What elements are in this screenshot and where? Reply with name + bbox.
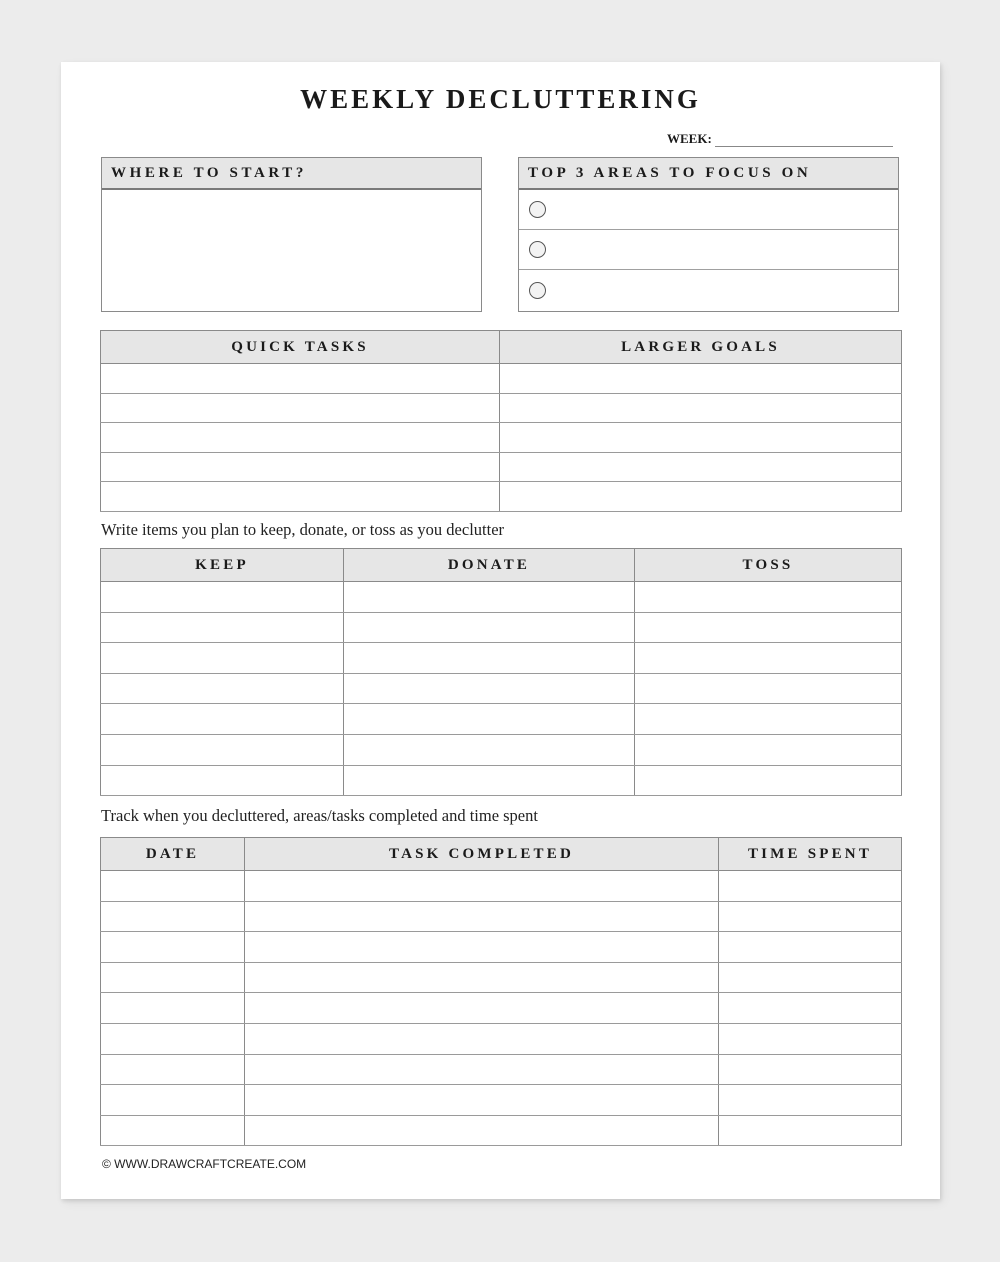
table-row xyxy=(101,364,902,394)
date-cell[interactable] xyxy=(101,962,245,993)
date-cell[interactable] xyxy=(101,1054,245,1085)
column-header-date: DATE xyxy=(101,838,245,871)
where-to-start-input[interactable] xyxy=(102,190,481,310)
table-row xyxy=(101,932,902,963)
copyright-footer: © WWW.DRAWCRAFTCREATE.COM xyxy=(102,1157,307,1171)
task-completed-cell[interactable] xyxy=(245,932,719,963)
table-row xyxy=(101,482,902,512)
table-row xyxy=(101,452,902,482)
circle-checkbox-icon[interactable] xyxy=(529,201,546,218)
date-cell[interactable] xyxy=(101,1023,245,1054)
keep-donate-toss-instruction: Write items you plan to keep, donate, or toss as you declutter xyxy=(101,520,505,539)
column-header-keep: KEEP xyxy=(101,549,344,582)
table-row xyxy=(101,734,902,765)
focus-area-input[interactable] xyxy=(554,270,898,310)
larger-goals-cell[interactable] xyxy=(500,393,902,423)
table-row xyxy=(101,704,902,735)
donate-cell[interactable] xyxy=(344,643,635,674)
keep-donate-toss-table xyxy=(100,548,902,796)
table-row xyxy=(101,393,902,423)
table-row xyxy=(101,993,902,1024)
column-header-toss: TOSS xyxy=(635,549,902,582)
quick-tasks-cell[interactable] xyxy=(101,452,500,482)
focus-area-row xyxy=(519,270,898,310)
quick-tasks-cell[interactable] xyxy=(101,482,500,512)
date-cell[interactable] xyxy=(101,901,245,932)
table-row xyxy=(101,1023,902,1054)
column-header-quick-tasks: QUICK TASKS xyxy=(101,331,500,364)
table-row xyxy=(101,962,902,993)
toss-cell[interactable] xyxy=(635,612,902,643)
quick-tasks-cell[interactable] xyxy=(101,364,500,394)
table-row xyxy=(101,582,902,613)
table-row xyxy=(101,643,902,674)
toss-cell[interactable] xyxy=(635,673,902,704)
time-spent-cell[interactable] xyxy=(719,932,902,963)
top-areas-box xyxy=(518,157,899,312)
week-field xyxy=(667,131,893,147)
planner-page xyxy=(61,62,940,1199)
task-completed-cell[interactable] xyxy=(245,871,719,902)
toss-cell[interactable] xyxy=(635,582,902,613)
table-row xyxy=(101,612,902,643)
tracker-table xyxy=(100,837,902,1146)
task-completed-cell[interactable] xyxy=(245,901,719,932)
task-completed-cell[interactable] xyxy=(245,1115,719,1146)
time-spent-cell[interactable] xyxy=(719,1054,902,1085)
focus-area-row xyxy=(519,190,898,230)
quick-tasks-cell[interactable] xyxy=(101,423,500,453)
date-cell[interactable] xyxy=(101,1115,245,1146)
date-cell[interactable] xyxy=(101,871,245,902)
donate-cell[interactable] xyxy=(344,582,635,613)
time-spent-cell[interactable] xyxy=(719,1085,902,1116)
where-to-start-heading: WHERE TO START? xyxy=(102,158,481,190)
donate-cell[interactable] xyxy=(344,673,635,704)
table-row xyxy=(101,1085,902,1116)
donate-cell[interactable] xyxy=(344,704,635,735)
task-completed-cell[interactable] xyxy=(245,1023,719,1054)
larger-goals-cell[interactable] xyxy=(500,452,902,482)
toss-cell[interactable] xyxy=(635,643,902,674)
keep-cell[interactable] xyxy=(101,673,344,704)
larger-goals-cell[interactable] xyxy=(500,364,902,394)
time-spent-cell[interactable] xyxy=(719,962,902,993)
donate-cell[interactable] xyxy=(344,765,635,796)
quick-tasks-cell[interactable] xyxy=(101,393,500,423)
where-to-start-box xyxy=(101,157,482,312)
circle-checkbox-icon[interactable] xyxy=(529,282,546,299)
table-row xyxy=(101,765,902,796)
circle-checkbox-icon[interactable] xyxy=(529,241,546,258)
keep-cell[interactable] xyxy=(101,765,344,796)
column-header-time-spent: TIME SPENT xyxy=(719,838,902,871)
column-header-larger-goals: LARGER GOALS xyxy=(500,331,902,364)
task-completed-cell[interactable] xyxy=(245,1054,719,1085)
task-completed-cell[interactable] xyxy=(245,1085,719,1116)
tracker-instruction: Track when you decluttered, areas/tasks completed and time spent xyxy=(101,806,538,825)
keep-cell[interactable] xyxy=(101,643,344,674)
column-header-donate: DONATE xyxy=(344,549,635,582)
larger-goals-cell[interactable] xyxy=(500,423,902,453)
donate-cell[interactable] xyxy=(344,612,635,643)
column-header-task-completed: TASK COMPLETED xyxy=(245,838,719,871)
larger-goals-cell[interactable] xyxy=(500,482,902,512)
time-spent-cell[interactable] xyxy=(719,1115,902,1146)
table-row xyxy=(101,871,902,902)
toss-cell[interactable] xyxy=(635,734,902,765)
focus-area-input[interactable] xyxy=(554,190,898,229)
task-completed-cell[interactable] xyxy=(245,962,719,993)
date-cell[interactable] xyxy=(101,993,245,1024)
donate-cell[interactable] xyxy=(344,734,635,765)
time-spent-cell[interactable] xyxy=(719,871,902,902)
focus-area-input[interactable] xyxy=(554,230,898,269)
time-spent-cell[interactable] xyxy=(719,1023,902,1054)
table-row xyxy=(101,1054,902,1085)
table-row xyxy=(101,423,902,453)
time-spent-cell[interactable] xyxy=(719,993,902,1024)
table-row xyxy=(101,1115,902,1146)
week-label: WEEK: xyxy=(667,131,712,146)
keep-cell[interactable] xyxy=(101,704,344,735)
date-cell[interactable] xyxy=(101,932,245,963)
toss-cell[interactable] xyxy=(635,765,902,796)
table-row xyxy=(101,901,902,932)
top-areas-list xyxy=(519,190,898,310)
top-areas-heading: TOP 3 AREAS TO FOCUS ON xyxy=(519,158,898,190)
focus-area-row xyxy=(519,230,898,270)
table-row xyxy=(101,673,902,704)
date-cell[interactable] xyxy=(101,1085,245,1116)
task-completed-cell[interactable] xyxy=(245,993,719,1024)
keep-cell[interactable] xyxy=(101,612,344,643)
week-input-line[interactable] xyxy=(715,134,893,147)
time-spent-cell[interactable] xyxy=(719,901,902,932)
keep-cell[interactable] xyxy=(101,582,344,613)
tasks-goals-table xyxy=(100,330,902,512)
page-title: WEEKLY DECLUTTERING xyxy=(300,84,701,114)
keep-cell[interactable] xyxy=(101,734,344,765)
toss-cell[interactable] xyxy=(635,704,902,735)
